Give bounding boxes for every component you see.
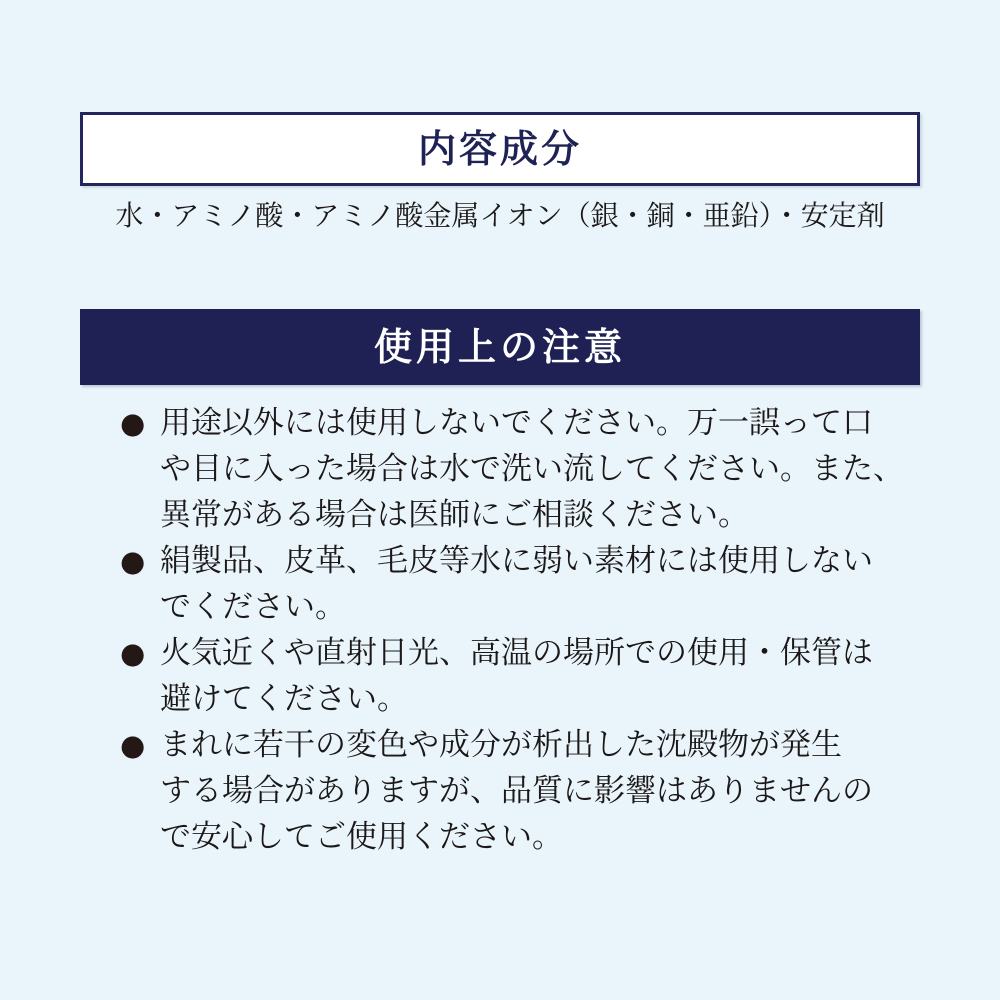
precautions-title: 使用上の注意 — [373, 325, 626, 369]
bullet-icon: ● — [120, 728, 146, 762]
precaution-text: 火気近くや直射日光、高温の場所での使用・保管は 避けてください。 — [160, 635, 873, 717]
bullet-icon: ● — [120, 406, 146, 440]
precaution-item — [120, 538, 890, 630]
precaution-item — [120, 400, 904, 538]
precautions-list — [120, 400, 904, 860]
ingredients-heading-box — [80, 112, 920, 186]
bullet-icon: ● — [120, 636, 146, 670]
precaution-item — [120, 630, 890, 722]
precaution-text: 絹製品、皮革、毛皮等水に弱い素材には使用しない でください。 — [160, 543, 873, 625]
precaution-text: まれに若干の変色や成分が析出した沈殿物が発生 する場合がありますが、品質に影響はありませんの で安心してご使用ください。 — [160, 727, 873, 855]
precaution-item — [120, 722, 890, 860]
precaution-text: 用途以外には使用しないでください。万一誤って口 や目に入った場合は水で洗い流してください。また、 異常がある場合は医師にご相談ください。 — [160, 405, 904, 533]
precautions-heading-banner — [80, 309, 920, 385]
ingredients-title: 内容成分 — [417, 127, 582, 171]
bullet-icon: ● — [120, 544, 146, 578]
ingredients-content: 水・アミノ酸・アミノ酸金属イオン（銀・銅・亜鉛）・安定剤 — [115, 199, 885, 232]
